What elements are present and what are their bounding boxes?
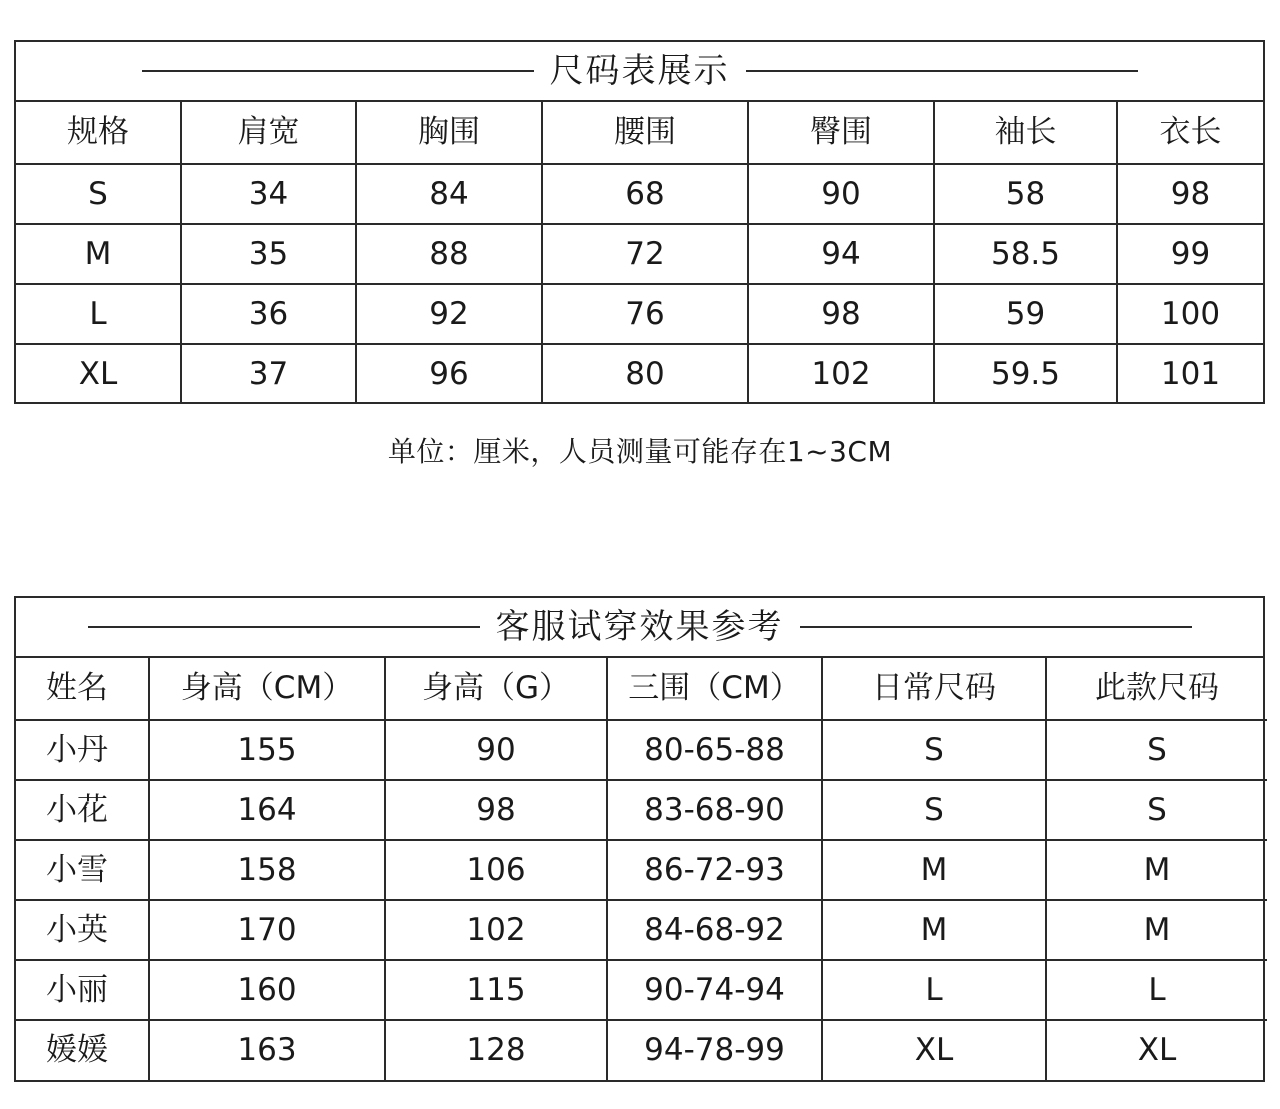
header-cell: 日常尺码 xyxy=(822,658,1046,720)
header-cell: 三围（CM） xyxy=(607,658,822,720)
title-rule-left xyxy=(142,70,534,72)
table-cell: 90-74-94 xyxy=(607,960,822,1020)
header-cell: 臀围 xyxy=(748,102,934,164)
title-rule-right xyxy=(746,70,1138,72)
table-cell: 59.5 xyxy=(934,344,1117,404)
table-cell: 59 xyxy=(934,284,1117,344)
table-row xyxy=(16,284,1263,344)
tryon-table xyxy=(16,658,1267,1080)
table-cell: 83-68-90 xyxy=(607,780,822,840)
table-cell: 115 xyxy=(385,960,607,1020)
table-cell: 72 xyxy=(542,224,748,284)
table-cell: 98 xyxy=(385,780,607,840)
table-cell: 58 xyxy=(934,164,1117,224)
table-cell: 160 xyxy=(149,960,385,1020)
title-rule-left xyxy=(88,626,480,628)
table-cell: S xyxy=(822,720,1046,780)
header-cell: 胸围 xyxy=(356,102,542,164)
table-cell: 90 xyxy=(748,164,934,224)
table-cell: 35 xyxy=(181,224,356,284)
table-row xyxy=(16,960,1267,1020)
header-cell: 袖长 xyxy=(934,102,1117,164)
measurement-note: 单位：厘米，人员测量可能存在1~3CM xyxy=(387,435,893,468)
table-cell: 34 xyxy=(181,164,356,224)
table-cell: L xyxy=(16,284,181,344)
table-cell: 80-65-88 xyxy=(607,720,822,780)
table-cell: 小英 xyxy=(16,900,149,960)
table-cell: M xyxy=(1046,900,1267,960)
tryon-title-row xyxy=(16,598,1263,658)
header-cell: 腰围 xyxy=(542,102,748,164)
table-cell: 36 xyxy=(181,284,356,344)
header-cell: 肩宽 xyxy=(181,102,356,164)
table-cell: 小雪 xyxy=(16,840,149,900)
table-cell: 106 xyxy=(385,840,607,900)
table-cell: 84 xyxy=(356,164,542,224)
table-cell: 158 xyxy=(149,840,385,900)
table-cell: 68 xyxy=(542,164,748,224)
header-cell: 衣长 xyxy=(1117,102,1263,164)
table-cell: XL xyxy=(822,1020,1046,1080)
table-cell: L xyxy=(1046,960,1267,1020)
size-chart-title-row xyxy=(16,42,1263,102)
table-cell: 99 xyxy=(1117,224,1263,284)
size-chart-header-row xyxy=(16,102,1263,164)
table-cell: 164 xyxy=(149,780,385,840)
table-cell: 92 xyxy=(356,284,542,344)
table-cell: 100 xyxy=(1117,284,1263,344)
table-row xyxy=(16,224,1263,284)
table-cell: 102 xyxy=(748,344,934,404)
table-cell: 小丽 xyxy=(16,960,149,1020)
table-cell: 96 xyxy=(356,344,542,404)
table-cell: 128 xyxy=(385,1020,607,1080)
table-cell: S xyxy=(1046,720,1267,780)
table-cell: 小丹 xyxy=(16,720,149,780)
header-cell: 此款尺码 xyxy=(1046,658,1267,720)
table-row xyxy=(16,840,1267,900)
table-cell: 76 xyxy=(542,284,748,344)
table-cell: 98 xyxy=(1117,164,1263,224)
table-cell: M xyxy=(1046,840,1267,900)
table-cell: M xyxy=(16,224,181,284)
table-cell: 58.5 xyxy=(934,224,1117,284)
table-cell: 86-72-93 xyxy=(607,840,822,900)
size-chart-table xyxy=(16,102,1263,404)
table-cell: 80 xyxy=(542,344,748,404)
table-cell: M xyxy=(822,900,1046,960)
table-cell: 155 xyxy=(149,720,385,780)
size-chart-title: 尺码表展示 xyxy=(549,51,730,91)
table-row xyxy=(16,164,1263,224)
header-cell: 身高（CM） xyxy=(149,658,385,720)
table-cell: S xyxy=(822,780,1046,840)
table-row xyxy=(16,344,1263,404)
tryon-title: 客服试穿效果参考 xyxy=(495,607,784,647)
table-cell: 小花 xyxy=(16,780,149,840)
size-chart-panel xyxy=(14,40,1265,404)
tryon-reference-panel xyxy=(14,596,1265,1082)
table-row xyxy=(16,900,1267,960)
table-cell: XL xyxy=(16,344,181,404)
table-cell: 98 xyxy=(748,284,934,344)
table-cell: 94 xyxy=(748,224,934,284)
title-rule-right xyxy=(800,626,1192,628)
table-cell: 84-68-92 xyxy=(607,900,822,960)
table-cell: XL xyxy=(1137,1032,1177,1068)
table-cell: 90 xyxy=(385,720,607,780)
tryon-header-row xyxy=(16,658,1267,720)
header-cell: 规格 xyxy=(16,102,181,164)
table-cell: 37 xyxy=(181,344,356,404)
table-cell: S xyxy=(16,164,181,224)
table-cell: 媛媛 xyxy=(16,1020,149,1080)
table-cell: M xyxy=(822,840,1046,900)
table-cell: 88 xyxy=(356,224,542,284)
table-cell: S xyxy=(1046,780,1267,840)
table-cell: 101 xyxy=(1160,356,1221,392)
table-cell: 163 xyxy=(149,1020,385,1080)
table-cell: 170 xyxy=(149,900,385,960)
table-row xyxy=(16,720,1267,780)
table-cell: 94-78-99 xyxy=(607,1020,822,1080)
table-row xyxy=(16,1020,1267,1080)
header-cell: 身高（G） xyxy=(385,658,607,720)
table-cell: L xyxy=(822,960,1046,1020)
table-row xyxy=(16,780,1267,840)
table-cell: 102 xyxy=(385,900,607,960)
header-cell: 姓名 xyxy=(16,658,149,720)
